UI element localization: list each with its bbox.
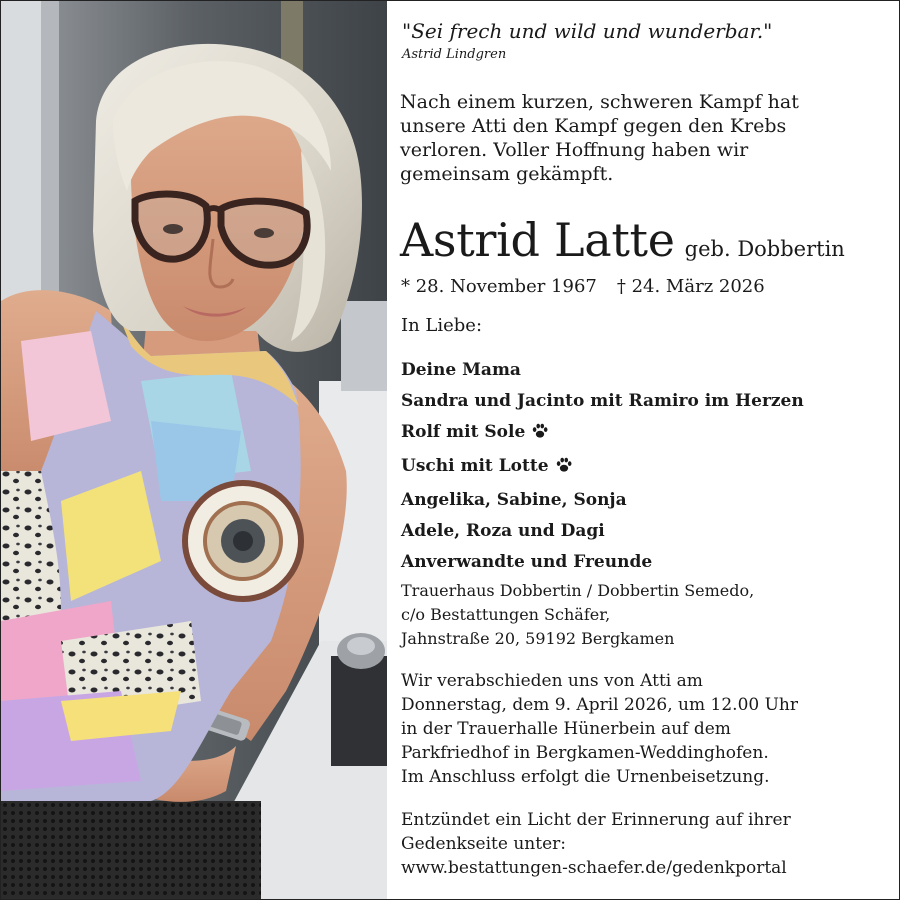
- in-love-label: In Liebe:: [401, 315, 483, 336]
- intro-line: gemeinsam gekämpft.: [400, 163, 614, 185]
- mourner-line: [401, 355, 891, 386]
- life-dates: [401, 275, 765, 299]
- deceased-name-line: [400, 213, 845, 267]
- ceremony-line: Parkfriedhof in Bergkamen-Weddinghofen.: [401, 743, 769, 763]
- ceremony-details: [401, 669, 798, 789]
- mourner-name: Sandra und Jacinto mit Ramiro im Herzen: [401, 391, 804, 411]
- mourner-line: [401, 417, 891, 451]
- memorial-url: www.bestattungen-schaefer.de/gedenkportal: [401, 858, 787, 878]
- birth-name: geb. Dobbertin: [684, 237, 845, 261]
- deceased-name: Astrid Latte: [400, 213, 675, 267]
- mourner-name: Adele, Roza und Dagi: [401, 521, 605, 541]
- mourner-name: Anverwandte und Freunde: [401, 552, 653, 572]
- ceremony-line: Donnerstag, dem 9. April 2026, um 12.00 Uhr: [401, 695, 799, 715]
- intro-line: Nach einem kurzen, schweren Kampf hat: [400, 91, 799, 113]
- address-line: Trauerhaus Dobbertin / Dobbertin Semedo,: [401, 581, 755, 600]
- mourning-address: [401, 579, 754, 651]
- ceremony-line: Im Anschluss erfolgt die Urnenbeisetzung.: [401, 767, 770, 787]
- ceremony-line: in der Trauerhalle Hünerbein auf dem: [401, 719, 731, 739]
- address-line: c/o Bestattungen Schäfer,: [401, 605, 611, 624]
- intro-line: verloren. Voller Hoffnung haben wir: [400, 139, 749, 161]
- death-date: † 24. März 2026: [616, 276, 765, 297]
- mourner-line: [401, 386, 891, 417]
- mourner-line: [401, 547, 891, 578]
- quote-author: Astrid Lindgren: [402, 47, 507, 62]
- mourner-name: Uschi mit Lotte: [401, 456, 549, 476]
- memorial-line: Entzündet ein Licht der Erinnerung auf ihrer: [401, 810, 791, 830]
- ceremony-line: Wir verabschieden uns von Atti am: [401, 671, 703, 691]
- memorial-line: Gedenkseite unter:: [401, 834, 566, 854]
- mourner-line: [401, 516, 891, 547]
- portrait-photo: [1, 1, 387, 899]
- mourner-line: [401, 451, 891, 485]
- intro-line: unsere Atti den Kampf gegen den Krebs: [400, 115, 787, 137]
- paw-print-icon: [531, 420, 549, 451]
- quote: "Sei frech und wild und wunderbar.": [402, 19, 773, 43]
- mourner-name: Deine Mama: [401, 360, 521, 380]
- address-line: Jahnstraße 20, 59192 Bergkamen: [401, 629, 675, 648]
- paw-print-icon: [555, 454, 573, 485]
- birth-date: * 28. November 1967: [401, 276, 597, 297]
- mourner-line: [401, 485, 891, 516]
- intro-paragraph: [400, 90, 880, 186]
- memorial-info: [401, 808, 791, 880]
- mourner-name: Rolf mit Sole: [401, 422, 526, 442]
- mourner-name: Angelika, Sabine, Sonja: [401, 490, 627, 510]
- mourners-list: [401, 355, 891, 578]
